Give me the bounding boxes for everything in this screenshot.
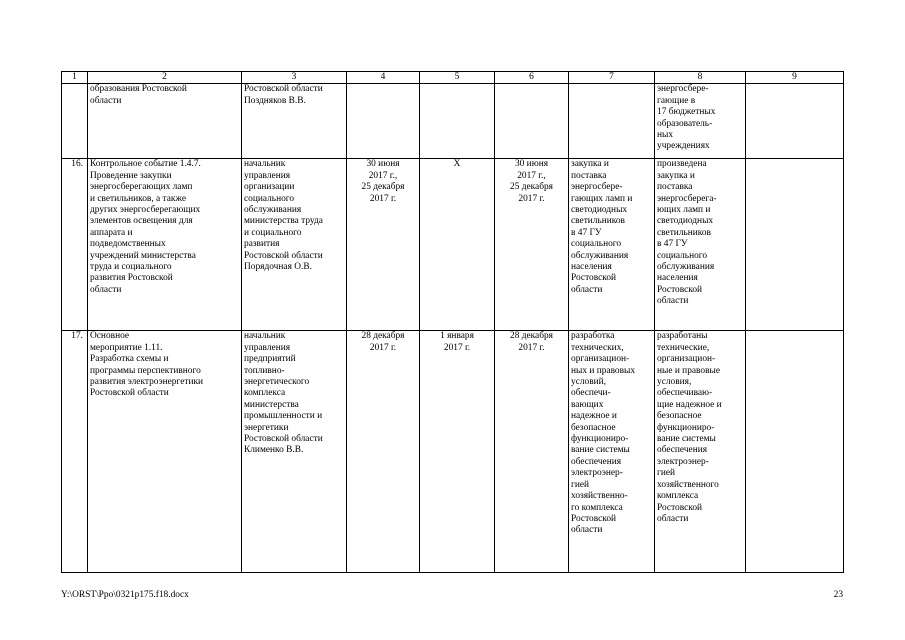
cell-text-line: электроэнер- bbox=[657, 456, 709, 467]
cell-text-line: 30 июня bbox=[366, 159, 400, 170]
row-number-cell: 17. bbox=[62, 331, 88, 573]
cell-text-line: энергосбере- bbox=[657, 84, 709, 95]
cell-text-line: обеспечения bbox=[571, 456, 622, 467]
actual-end-cell bbox=[495, 331, 569, 573]
cell-text-line: разработаны bbox=[657, 331, 708, 342]
table-row bbox=[62, 331, 844, 573]
cell-text-line: безопасное bbox=[657, 411, 702, 422]
cell-text-line: обеспечи- bbox=[571, 388, 611, 399]
cell-text-line: предприятий bbox=[244, 354, 296, 365]
responsible-cell bbox=[242, 331, 347, 573]
cell-text-line: области bbox=[657, 513, 689, 524]
cell-text-line: обслуживания bbox=[244, 205, 302, 216]
cell-text-line: технических, bbox=[571, 342, 624, 353]
row-number-cell: 16. bbox=[62, 159, 88, 331]
cell-text-line: труда и социального bbox=[90, 262, 172, 273]
cell-text-line: Ростовской области bbox=[244, 434, 323, 445]
cell-text-line: Х bbox=[453, 159, 461, 170]
cell-text-line: энергосберегающих ламп bbox=[90, 182, 193, 193]
cell-text-line: промышленности и bbox=[244, 411, 323, 422]
header-cell: 3 bbox=[242, 72, 347, 84]
cell-text-line: ющих ламп и bbox=[657, 205, 711, 216]
cell-text-line: энергосбере- bbox=[571, 182, 623, 193]
cell-text-line: щие надежное и bbox=[657, 399, 722, 410]
cell-text-line: 2017 г. bbox=[369, 342, 397, 353]
actual-result-cell bbox=[655, 331, 746, 573]
cell-text-line: начальник bbox=[244, 331, 286, 342]
cell-text-line: области bbox=[571, 284, 603, 295]
cell-text-line: светодиодных bbox=[657, 216, 714, 227]
cell-text-line: комплекса bbox=[657, 491, 699, 502]
header-cell: 7 bbox=[569, 72, 655, 84]
cell-text-line: вающих bbox=[571, 399, 604, 410]
cell-text-line: социального bbox=[657, 250, 708, 261]
cell-text-line: обслуживания bbox=[571, 250, 629, 261]
cell-text-line: программы перспективного bbox=[90, 365, 201, 376]
cell-text-line: и социального bbox=[244, 227, 302, 238]
cell-text-line: го комплекса bbox=[571, 502, 623, 513]
cell-text-line: энергетики bbox=[244, 422, 289, 433]
cell-text-line: функциониро- bbox=[571, 434, 629, 445]
cell-text-line: безопасное bbox=[571, 422, 616, 433]
cell-text-line: Ростовской bbox=[657, 284, 703, 295]
cell-text-line: организацион- bbox=[657, 354, 716, 365]
cell-text-line: 25 декабря bbox=[510, 182, 553, 193]
cell-text-line: Клименко В.В. bbox=[244, 445, 304, 456]
cell-text-line: поставка bbox=[657, 182, 693, 193]
cell-text-line: Разработка схемы и bbox=[90, 354, 169, 365]
notes-cell bbox=[746, 331, 844, 573]
cell-text-line: светильников bbox=[571, 216, 625, 227]
cell-text-line: вание системы bbox=[657, 434, 716, 445]
cell-text-line: 17 бюджетных bbox=[657, 107, 716, 118]
header-cell: 1 bbox=[62, 72, 88, 84]
cell-text-line: в 47 ГУ bbox=[657, 239, 688, 250]
cell-text-line: энергосберега- bbox=[657, 193, 717, 204]
responsible-cell bbox=[242, 84, 347, 159]
cell-text-line: обеспечиваю- bbox=[657, 388, 713, 399]
cell-text-line: энергетического bbox=[244, 377, 310, 388]
row-number-cell bbox=[62, 84, 88, 159]
cell-text-line: Ростовской области bbox=[244, 84, 323, 95]
actual-start-cell bbox=[420, 331, 495, 573]
cell-text-line: Ростовской области bbox=[244, 250, 323, 261]
cell-text-line: 2017 г. bbox=[518, 193, 545, 204]
actual-result-cell bbox=[655, 84, 746, 159]
cell-text-line: области bbox=[657, 296, 689, 307]
event-description-cell bbox=[88, 84, 242, 159]
header-cell: 5 bbox=[420, 72, 495, 84]
cell-text-line: 30 июня bbox=[514, 159, 549, 170]
cell-text-line: Поздняков В.В. bbox=[244, 95, 306, 106]
cell-text-line: 2017 г. bbox=[443, 342, 471, 353]
actual-start-cell bbox=[420, 84, 495, 159]
cell-text-line: подведомственных bbox=[90, 239, 166, 250]
cell-text-line: Ростовской bbox=[571, 273, 617, 284]
cell-text-line: начальник bbox=[244, 159, 286, 170]
cell-text-line: Ростовской bbox=[657, 502, 703, 513]
cell-text-line: хозяйственного bbox=[657, 479, 719, 490]
actual-result-cell bbox=[655, 159, 746, 331]
cell-text-line: учреждений министерства bbox=[90, 250, 196, 261]
cell-text-line: 2017 г. bbox=[369, 193, 397, 204]
cell-text-line: условия, bbox=[657, 377, 692, 388]
responsible-cell bbox=[242, 159, 347, 331]
cell-text-line: хозяйственно- bbox=[571, 491, 628, 502]
cell-text-line: топливно- bbox=[244, 365, 285, 376]
event-description-cell bbox=[88, 159, 242, 331]
cell-text-line: социального bbox=[244, 193, 295, 204]
actual-end-cell bbox=[495, 84, 569, 159]
notes-cell bbox=[746, 84, 844, 159]
planned-date-cell bbox=[347, 84, 420, 159]
cell-text-line: населения bbox=[571, 262, 612, 273]
cell-text-line: ных bbox=[657, 130, 674, 141]
cell-text-line: области bbox=[90, 284, 122, 295]
cell-text-line: элементов освещения для bbox=[90, 216, 193, 227]
cell-text-line: произведена bbox=[657, 159, 707, 170]
cell-text-line: образования Ростовской bbox=[90, 84, 187, 95]
table-row bbox=[62, 84, 844, 159]
cell-text-line: организации bbox=[244, 182, 295, 193]
cell-text-line: Проведение закупки bbox=[90, 170, 172, 181]
cell-text-line: министерства труда bbox=[244, 216, 323, 227]
cell-text-line: закупка и bbox=[571, 159, 609, 170]
cell-text-line: 2017 г., bbox=[368, 170, 398, 181]
cell-text-line: гией bbox=[657, 468, 676, 479]
cell-text-line: и светильников, а также bbox=[90, 193, 186, 204]
cell-text-line: разработка bbox=[571, 331, 615, 342]
cell-text-line: аппарата и bbox=[90, 227, 133, 238]
header-cell: 2 bbox=[88, 72, 242, 84]
cell-text-line: области bbox=[90, 95, 122, 106]
cell-text-line: 28 декабря bbox=[510, 331, 553, 342]
cell-text-line: 2017 г. bbox=[518, 342, 545, 353]
plan-table bbox=[61, 71, 844, 573]
cell-text-line: социального bbox=[571, 239, 622, 250]
cell-text-line: образователь- bbox=[657, 118, 713, 129]
cell-text-line: 2017 г., bbox=[517, 170, 546, 181]
planned-result-cell bbox=[569, 331, 655, 573]
header-cell: 8 bbox=[655, 72, 746, 84]
cell-text-line: развития электроэнергетики bbox=[90, 377, 204, 388]
cell-text-line: обслуживания bbox=[657, 262, 715, 273]
cell-text-line: Ростовской bbox=[571, 513, 617, 524]
cell-text-line: технические, bbox=[657, 342, 710, 353]
notes-cell bbox=[746, 159, 844, 331]
cell-text-line: гией bbox=[571, 479, 590, 490]
header-row bbox=[62, 72, 844, 84]
cell-text-line: управления bbox=[244, 170, 291, 181]
cell-text-line: Порядочная О.В. bbox=[244, 262, 312, 273]
planned-date-cell bbox=[347, 159, 420, 331]
cell-text-line: Ростовской области bbox=[90, 388, 169, 399]
cell-text-line: закупка и bbox=[657, 170, 695, 181]
cell-text-line: комплекса bbox=[244, 388, 286, 399]
cell-text-line: функциониро- bbox=[657, 422, 715, 433]
cell-text-line: обеспечения bbox=[657, 445, 708, 456]
cell-text-line: ных и правовых bbox=[571, 365, 636, 376]
header-cell: 4 bbox=[347, 72, 420, 84]
cell-text-line: учреждениях bbox=[657, 141, 710, 152]
header-cell: 9 bbox=[746, 72, 844, 84]
cell-text-line: развития bbox=[244, 239, 280, 250]
cell-text-line: поставка bbox=[571, 170, 607, 181]
cell-text-line: 28 декабря bbox=[361, 331, 405, 342]
cell-text-line: надежное и bbox=[571, 411, 617, 422]
cell-text-line: населения bbox=[657, 273, 698, 284]
actual-start-cell bbox=[420, 159, 495, 331]
cell-text-line: организацион- bbox=[571, 354, 630, 365]
cell-text-line: 1 января bbox=[440, 331, 474, 342]
cell-text-line: светодиодных bbox=[571, 205, 628, 216]
cell-text-line: Основное bbox=[90, 331, 130, 342]
cell-text-line: светильников bbox=[657, 227, 711, 238]
planned-result-cell bbox=[569, 84, 655, 159]
cell-text-line: развития Ростовской bbox=[90, 273, 173, 284]
cell-text-line: министерства bbox=[244, 399, 299, 410]
cell-text-line: других энергосберегающих bbox=[90, 205, 201, 216]
cell-text-line: гающих ламп и bbox=[571, 193, 633, 204]
cell-text-line: управления bbox=[244, 342, 291, 353]
cell-text-line: области bbox=[571, 525, 603, 536]
cell-text-line: Контрольное событие 1.4.7. bbox=[90, 159, 201, 170]
cell-text-line: 25 декабря bbox=[361, 182, 405, 193]
file-path: Y:\ORST\Ppo\0321p175.f18.docx bbox=[61, 590, 189, 600]
planned-date-cell bbox=[347, 331, 420, 573]
cell-text-line: мероприятие 1.11. bbox=[90, 342, 163, 353]
table-row bbox=[62, 159, 844, 331]
cell-text-line: условий, bbox=[571, 377, 607, 388]
cell-text-line: электроэнер- bbox=[571, 468, 623, 479]
header-cell: 6 bbox=[495, 72, 569, 84]
cell-text-line: гающие в bbox=[657, 95, 696, 106]
event-description-cell bbox=[88, 331, 242, 573]
planned-result-cell bbox=[569, 159, 655, 331]
page-number: 23 bbox=[833, 590, 843, 600]
actual-end-cell bbox=[495, 159, 569, 331]
cell-text-line: ные и правовые bbox=[657, 365, 720, 376]
cell-text-line: вание системы bbox=[571, 445, 630, 456]
cell-text-line: в 47 ГУ bbox=[571, 227, 602, 238]
